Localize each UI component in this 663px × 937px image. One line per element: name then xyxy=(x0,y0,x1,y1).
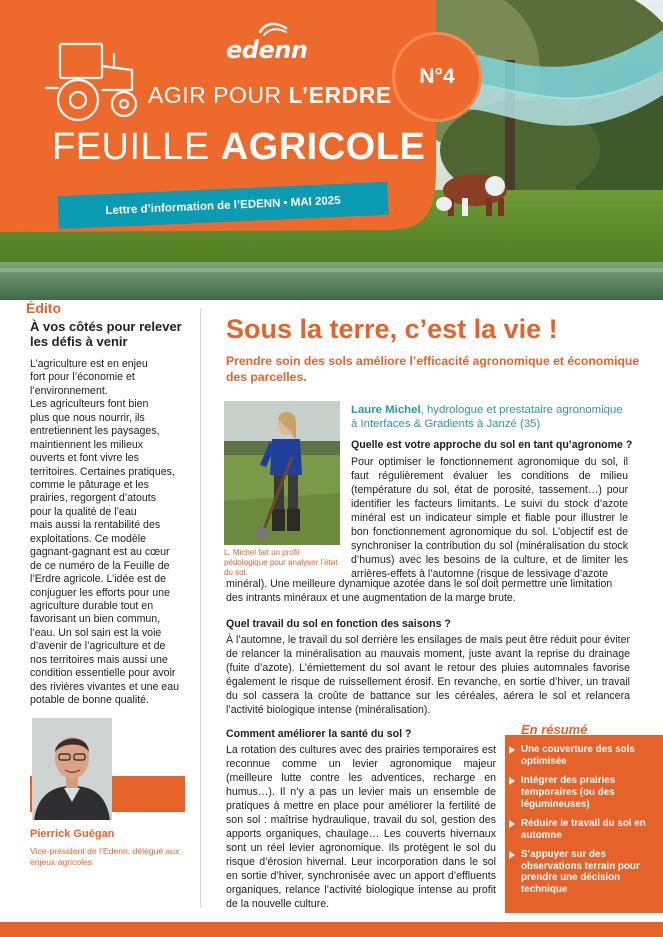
summary-item: S’appuyer sur des observations terrain pour prendre une décision technique xyxy=(509,849,659,897)
soil-profile-photo xyxy=(224,401,340,545)
field-photo xyxy=(224,401,340,545)
expert-intro: Laure Michel, hydrologue et prestataire agronomique à Interfaces & Gradients à Janzé (35) xyxy=(351,404,623,431)
summary-item: Réduire le travail du sol en automne xyxy=(509,818,659,842)
edito-line: exploitations. Ce modèle xyxy=(30,532,147,545)
edito-line: gagnant-gagnant est au cœur xyxy=(30,546,170,559)
edito-line: agriculture durable tout en xyxy=(30,600,154,613)
edito-line: pour la qualité de l’eau xyxy=(30,505,137,518)
edito-text xyxy=(26,358,188,708)
article-title: Sous la terre, c’est la vie ! xyxy=(226,314,558,344)
edito-line: potable de bonne qualité. xyxy=(30,694,149,707)
edito-line: prairies, regorgent d’atouts xyxy=(30,492,157,505)
author-portrait xyxy=(32,718,112,820)
summary-title: En résumé xyxy=(521,722,588,737)
edito-line: des rivières vivantes et une eau xyxy=(30,680,179,693)
edito-line: nos territoires mais aussi une xyxy=(30,653,168,666)
summary-item: Intégrer des prairies temporaires (ou des légumineuses) xyxy=(509,775,659,811)
brand-wave-icon xyxy=(258,20,288,36)
edito-line: entretiennent les paysages, xyxy=(30,425,160,438)
question-3: Comment améliorer la santé du sol ? xyxy=(226,728,412,740)
edito-line: comme le pâturage et les xyxy=(30,478,149,491)
edito-title: À vos côtés pour relever les défis à venir xyxy=(30,319,182,349)
summary-item: Une couverture des sols optimisée xyxy=(509,744,659,768)
article-subtitle: Prendre soin des sols améliore l’efficacité agronomique et économique des parcelles. xyxy=(226,354,640,384)
edito-line: fort pour l’économie et xyxy=(30,371,135,384)
edito-line: L’agriculture est en enjeu xyxy=(30,357,148,370)
author-name: Pierrick Guégan xyxy=(30,828,115,840)
summary-list xyxy=(509,744,659,903)
edito-line: d’avenir de l’agriculture et de xyxy=(30,640,166,653)
author-portrait-block xyxy=(26,718,188,820)
edito-line: maintiennent les milieux xyxy=(30,438,144,451)
edito-line: ouverts et font vivre les xyxy=(30,452,139,465)
answer-2: À l’automne, le travail du sol derrière les ensilages de maïs peut être réduit pour éviter de relancer la minéralisation au mauvais moment, juste avant la reprise du drainage (fuite d’azote). L’émiettement du sol avant le retour des pluies automnales favorise également le risque de ruissellement érosif. En revanche, en sortie d’hiver, un travail du sol cassera la croûte de battance sur les céréales, aérera le sol et relancera l’activité biologique intense (minéralisation). xyxy=(226,634,630,716)
answer-3: La rotation des cultures avec des prairies temporaires est reconnue comme un levier agronomique majeur (meilleure lutte contre les adventices, recharge en humus…). Il n’y a pas un levier mais un ensemble de pratiques à mettre en place pour améliorer la fertilité de son sol : maîtrise hydraulique, travail du sol, gestion des apports organiques, chaulage… Les couverts hivernaux sont un réel levier agronomique. Ils protègent le sol du risque d’érosion hivernal. Leur incorporation dans le sol en sortie d’hiver, synchronisée avec un apport d’effluents organiques, relance l’activité biologique intense au profit de la nouvelle culture. xyxy=(226,744,496,910)
header-banner xyxy=(0,0,663,300)
edito-column xyxy=(26,300,188,708)
header-title: FEUILLE AGRICOLE xyxy=(52,126,426,168)
edito-line: territoires. Certaines pratiques, xyxy=(30,465,175,478)
edito-line: l’eau. Un sol sain est la voie xyxy=(30,626,162,639)
edito-line: conjuguer les efforts pour une xyxy=(30,586,170,599)
brand-logo: edenn xyxy=(226,36,308,64)
edito-line: l’Erdre agricole. L’idée est de xyxy=(30,573,167,586)
answer-1: Pour optimiser le fonctionnement agronomique du sol, il faut régulièrement évaluer les conditions de milieu (température du sol, état de porosité, tassement…) pour identifier les facteurs limitants. Le suivi du stock d’azote minéral est un indicateur simple et fiable pour illustrer le bon fonctionnement agronomique du sol. L’objectif est de synchroniser la contribution du sol (minéralisation du stock d’humus) avec les besoins de la culture, et de limiter les arrières-effets à l’automne (risque de lessivage d’azote xyxy=(351,456,628,580)
edito-line: mais aussi la rentabilité des xyxy=(30,519,161,532)
header-line1: AGIR POUR L’ERDRE xyxy=(148,82,392,108)
footer-bar xyxy=(0,922,663,937)
edito-line: Les agriculteurs font bien xyxy=(30,398,149,411)
edito-label: Édito xyxy=(26,300,61,316)
edito-line: condition essentielle pour avoir xyxy=(30,667,176,680)
answer-1-continued: minéral). Une meilleure dynamique azotée dans le sol doit permettre une limitation des intrants minéraux et une augmentation de la marge brute. xyxy=(226,578,613,604)
question-1: Quelle est votre approche du sol en tant qu’agronome ? xyxy=(351,439,633,451)
issue-badge: N°4 xyxy=(392,32,482,122)
photo-caption: L. Michel fait un profil pédologique pour analyser l’état du sol. xyxy=(224,548,338,577)
newsletter-banner: Lettre d’information de l’EDENN • MAI 2025 xyxy=(57,182,388,229)
edito-line: favorisant un bien commun, xyxy=(30,613,161,626)
edito-line: l’environnement. xyxy=(30,384,108,397)
edito-line: de ce numéro de la Feuille de xyxy=(30,559,170,572)
edito-line: plus que nous nourrir, ils xyxy=(30,411,145,424)
tractor-icon xyxy=(44,40,144,130)
question-2: Quel travail du sol en fonction des saisons ? xyxy=(226,618,451,630)
author-role: Vice-président de l’Edenn, délégué aux enjeux agricoles xyxy=(30,846,180,867)
column-divider xyxy=(200,308,201,908)
